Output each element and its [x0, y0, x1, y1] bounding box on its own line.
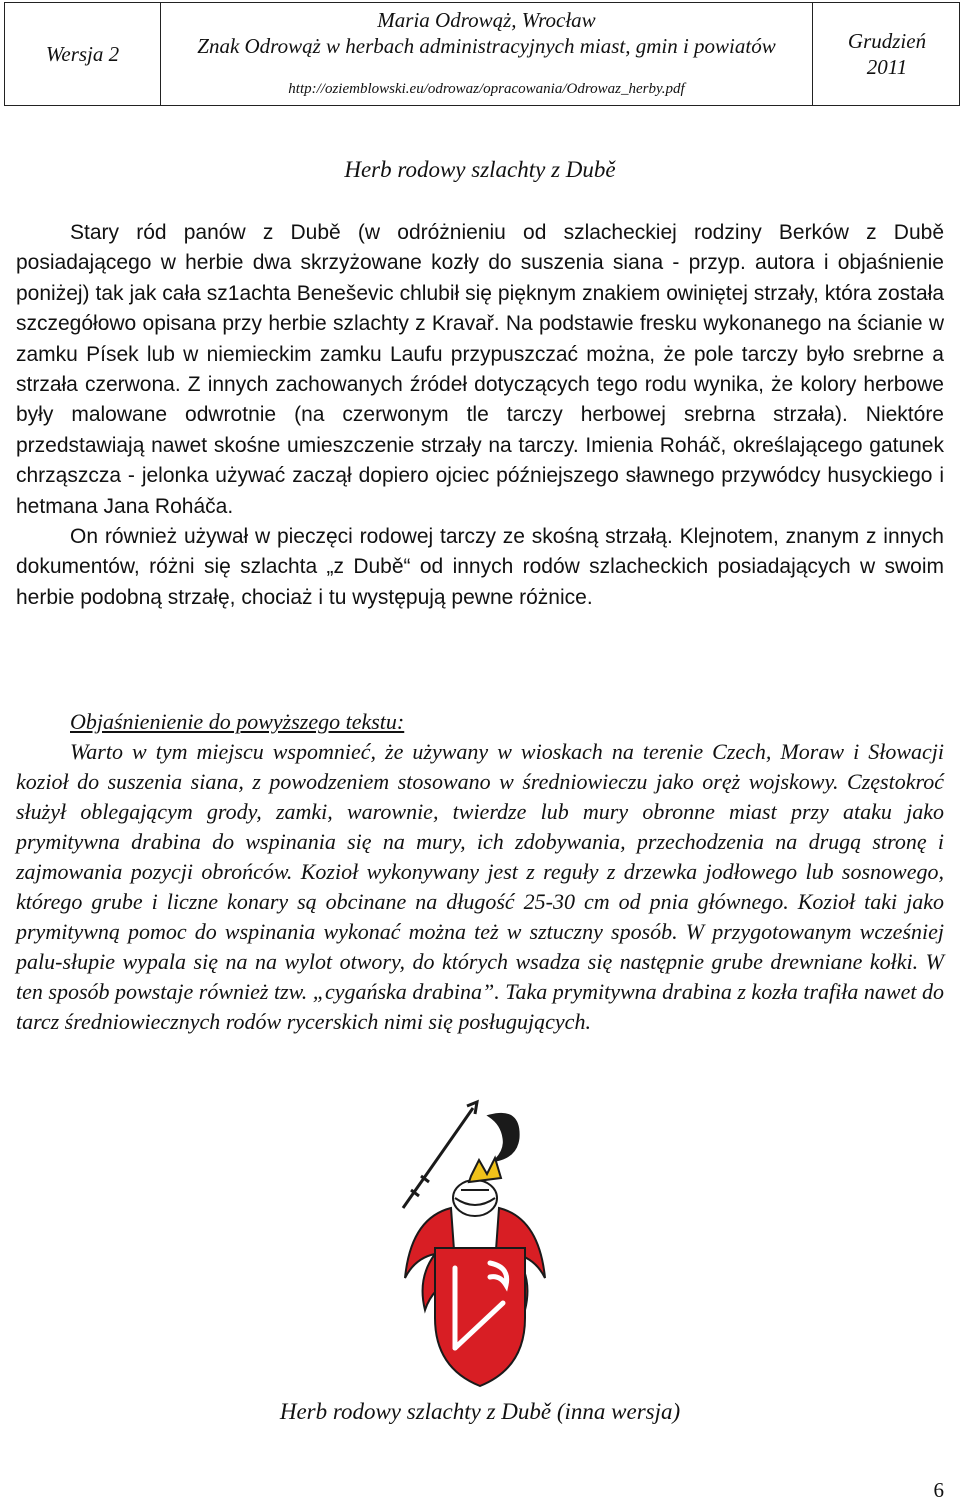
date-year: 2011	[866, 55, 908, 79]
document-title: Znak Odrowąż w herbach administracyjnych miast, gmin i powiatów	[197, 34, 776, 58]
section-title: Herb rodowy szlachty z Dubě	[344, 157, 616, 182]
main-text	[16, 218, 944, 613]
document-url[interactable]: http://oziemblowski.eu/odrowaz/opracowania/Odrowaz_herby.pdf	[288, 81, 685, 97]
shield	[435, 1248, 525, 1386]
page-number: 6	[933, 1478, 944, 1502]
paragraph-1: Stary ród panów z Dubě (w odróżnieniu od szlacheckiej rodziny Berków z Dubě posiadającego w herbie dwa skrzyżowane kozły do suszenia siana - przyp. autora i objaśnienie poniżej) tak jak cała sz1achta Beneševic chlubił się pięknym znakiem owiniętej strzały, która została szczegółowo opisana przy herbie szlachty z Kravař. Na podstawie fresku wykonanego na ścianie w zamku Písek lub w niemieckim zamku Laufu przypuszczać można, że pole tarczy było srebrne a strzała czerwona. Z innych zachowanych źródeł dotyczących tego rodu wynika, że kolory herbowe były malowane odwrotnie (na czerwonym tle tarczy herbowej srebrna strzała). Niektóre przedstawiają nawet skośne umieszczenie strzały na tarczy. Imienia Roháč, określającego gatunek chrząszcza - jelonka używać zaczął dopiero ojciec późniejszego sławnego przywódcy husyckiego i hetmana Jana Roháča.	[16, 221, 944, 518]
version-label: Wersja 2	[45, 41, 120, 66]
coat-of-arms-image	[395, 1098, 570, 1388]
header-version	[5, 3, 161, 105]
crown	[469, 1158, 501, 1182]
note-heading: Objaśnienienie do powyższego tekstu:	[70, 709, 405, 734]
note-text: Warto w tym miejscu wspomnieć, że używany w wioskach na terenie Czech, Moraw i Słowacji kozioł do suszenia siana, z powodzeniem stosowano w średniowieczu jako oręż wojskowy. Częstokroć służył oblegającym grody, zamki, warownie, twierdze lub mury obronne miast przy ataku jako prymitywna drabina do wspinania się na mury, ich zdobywania, przechodzenia na drugą stronę i zajmowania pozycji obrońców. Kozioł wykonywany jest z reguły z drzewka jodłowego lub sosnowego, którego grube i liczne konary są obcinane na długość 25-30 cm od pnia głównego. Kozioł taki jako prymitywną pomoc do wspinania wykonać można też w sztuczny sposób. W przygotowanym wcześniej palu-słupie wypala się na na wylot otwory, do których wsadza się następnie grube drewniane kołki. W ten sposób powstaje również tzw. „cygańska drabina”. Taka prymitywna drabina z kozła trafiła nawet do tarcz średniowiecznych rodów rycerskich nimi się posługujących.	[16, 739, 944, 1034]
explanation-note	[16, 707, 944, 1037]
author-line: Maria Odrowąż, Wrocław	[377, 8, 596, 32]
figure-caption: Herb rodowy szlachty z Dubě (inna wersja)	[279, 1399, 681, 1424]
header-date	[813, 3, 960, 105]
header-middle	[161, 3, 813, 105]
helmet	[453, 1180, 497, 1216]
paragraph-2: On również używał w pieczęci rodowej tarczy ze skośną strzałą. Klejnotem, znanym z innych dokumentów, różni się szlachta „z Dubě“ od innych rodów szlacheckich posiadających w swoim herbie podobną strzałę, chociaż i tu występują pewne różnice.	[16, 525, 944, 609]
page-header	[4, 2, 960, 106]
date-month: Grudzień	[847, 29, 927, 53]
